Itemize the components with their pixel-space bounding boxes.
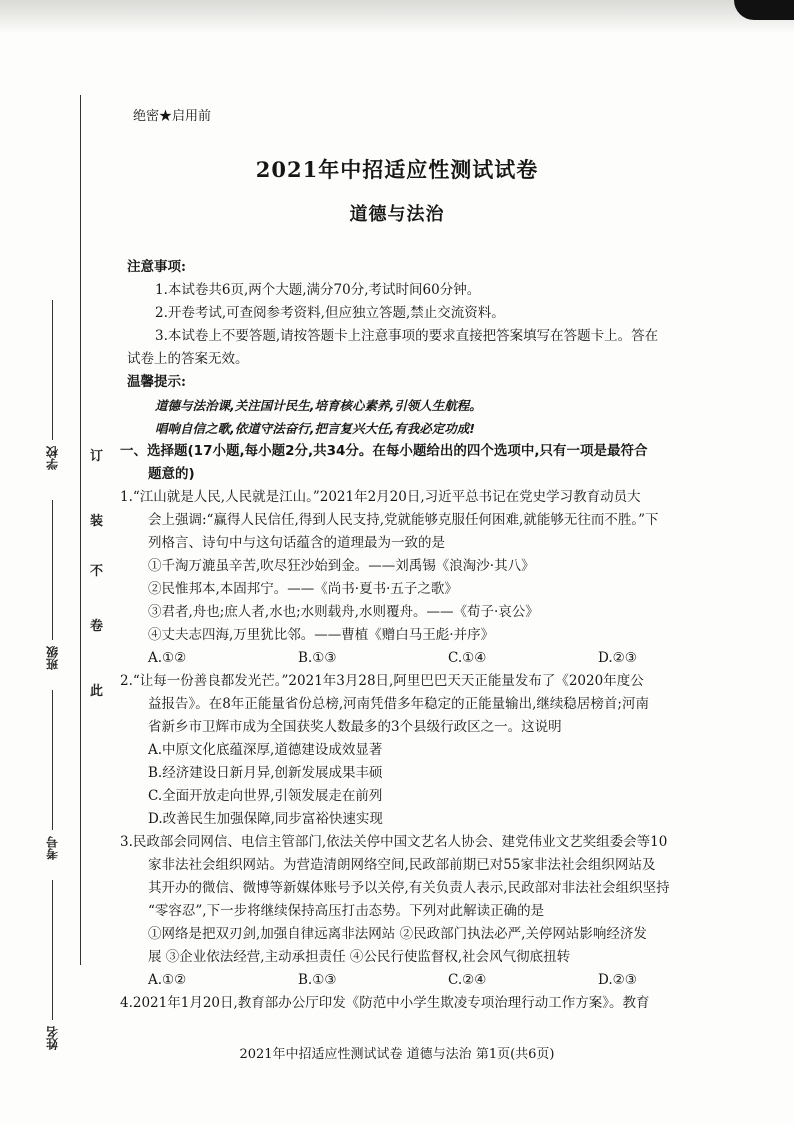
question-options [120,647,760,670]
subject-title: 道德与法治 [349,204,445,225]
question-4 [120,992,760,1015]
binding-word: 订 [90,449,104,464]
option-a[interactable]: A.①② [148,972,187,988]
scan-shadow [0,0,794,34]
question-item: ①网络是把双刃剑,加强自律远离非法网站 ②民政部门执法必严,关停网站影响经济发 [148,926,647,942]
tips-section [127,371,767,440]
section-choice [120,440,760,486]
option-b[interactable]: B.①③ [298,972,337,988]
option-d[interactable]: D.②③ [598,650,637,666]
option-d[interactable]: D.②③ [598,972,637,988]
question-options [120,969,760,992]
option-c[interactable]: C.②④ [448,972,487,988]
question-item: ②民惟邦本,本固邦宁。——《尚书·夏书·五子之歌》 [148,581,458,597]
notice-item: 1.本试卷共6页,两个大题,满分70分,考试时间60分钟。 [155,282,481,298]
question-stem: 会上强调:“赢得人民信任,得到人民支持,党就能够克服任何困难,就能够无往而不胜。”下 [148,512,659,528]
tips-line: 唱响自信之歌,依道守法奋行,把言复兴大任,有我必定功成! [155,421,475,436]
question-stem: 其开办的微信、微博等新媒体账号予以关停,有关负责人表示,民政部对非法社会组织坚持 [148,880,670,896]
question-stem: “零容忍”,下一步将继续保持高压打击态势。下列对此解读正确的是 [148,903,545,919]
question-stem: 益报告》。在8年正能量省份总榜,河南凭借多年稳定的正能量输出,继续稳居榜首;河南 [148,696,649,712]
notice-item: 试卷上的答案无效。 [127,351,249,367]
binding-field-name: 姓名 [40,880,64,1050]
question-2 [120,670,760,831]
option-a[interactable]: A.中原文化底蕴深厚,道德建设成效显著 [148,742,383,758]
option-b[interactable]: B.①③ [298,650,337,666]
binding-word: 不 [90,564,104,579]
option-a[interactable]: A.①② [148,650,187,666]
binding-field-exam-number: 考号 [40,690,64,860]
notice-heading: 注意事项: [127,259,186,275]
binding-field-class: 班级 [40,500,64,670]
question-stem: 2.“让每一份善良都发光芒。”2021年3月28日,阿里巴巴天天正能量发布了《2020年度公 [120,673,644,689]
option-c[interactable]: C.全面开放走向世界,引领发展走在前列 [148,788,383,804]
notice-section [127,256,767,371]
question-item: 展 ③企业依法经营,主动承担责任 ④公民行使监督权,社会风气彻底扭转 [148,949,571,965]
exam-title: 2021年中招适应性测试试卷 [255,157,539,182]
option-c[interactable]: C.①④ [448,650,487,666]
notice-item: 3.本试卷上不要答题,请按答题卡上注意事项的要求直接把答案填写在答题卡上。答在 [155,328,659,344]
option-b[interactable]: B.经济建设日新月异,创新发展成果丰硕 [148,765,383,781]
question-stem: 省新乡市卫辉市成为全国获奖人数最多的3个县级行政区之一。这说明 [148,719,562,735]
tips-line: 道德与法治课,关注国计民生,培育核心素养,引领人生航程。 [155,398,482,413]
option-d[interactable]: D.改善民生加强保障,同步富裕快速实现 [148,811,383,827]
question-stem: 家非法社会组织网站。为营造清朗网络空间,民政部前期已对55家非法社会组织网站及 [148,857,656,873]
question-stem: 列格言、诗句中与这句话蕴含的道理最为一致的是 [148,535,445,551]
question-stem: 1.“江山就是人民,人民就是江山。”2021年2月20日,习近平总书记在党史学习教育动员大 [120,489,641,505]
scan-corner [734,0,794,20]
section-heading: 一、选择题(17小题,每小题2分,共34分。在每小题给出的四个选项中,只有一项是最符合 [120,443,648,459]
tips-heading: 温馨提示: [127,374,186,390]
question-item: ③君者,舟也;庶人者,水也;水则载舟,水则覆舟。——《荀子·哀公》 [148,604,539,620]
binding-word: 此 [90,684,104,699]
section-heading: 题意的) [148,466,195,482]
binding-word: 卷 [90,619,104,634]
question-stem: 3.民政部会同网信、电信主管部门,依法关停中国文艺名人协会、建党伟业文艺奖组委会等10 [120,834,668,850]
notice-item: 2.开卷考试,可查阅参考资料,但应独立答题,禁止交流资料。 [155,305,505,321]
question-item: ④丈夫志四海,万里犹比邻。——曹植《赠白马王彪·并序》 [148,627,495,643]
question-3 [120,831,760,992]
page-footer: 2021年中招适应性测试试卷 道德与法治 第1页(共6页) [239,1047,555,1062]
question-1 [120,486,760,670]
binding-word: 装 [90,514,104,529]
question-stem: 4.2021年1月20日,教育部办公厅印发《防范中小学生欺凌专项治理行动工作方案》。教育 [120,995,650,1011]
secret-label: 绝密★启用前 [133,109,212,124]
question-item: ①千淘万漉虽辛苦,吹尽狂沙始到金。——刘禹锡《浪淘沙·其八》 [148,558,535,574]
binding-field-school: 学校 [40,300,64,470]
